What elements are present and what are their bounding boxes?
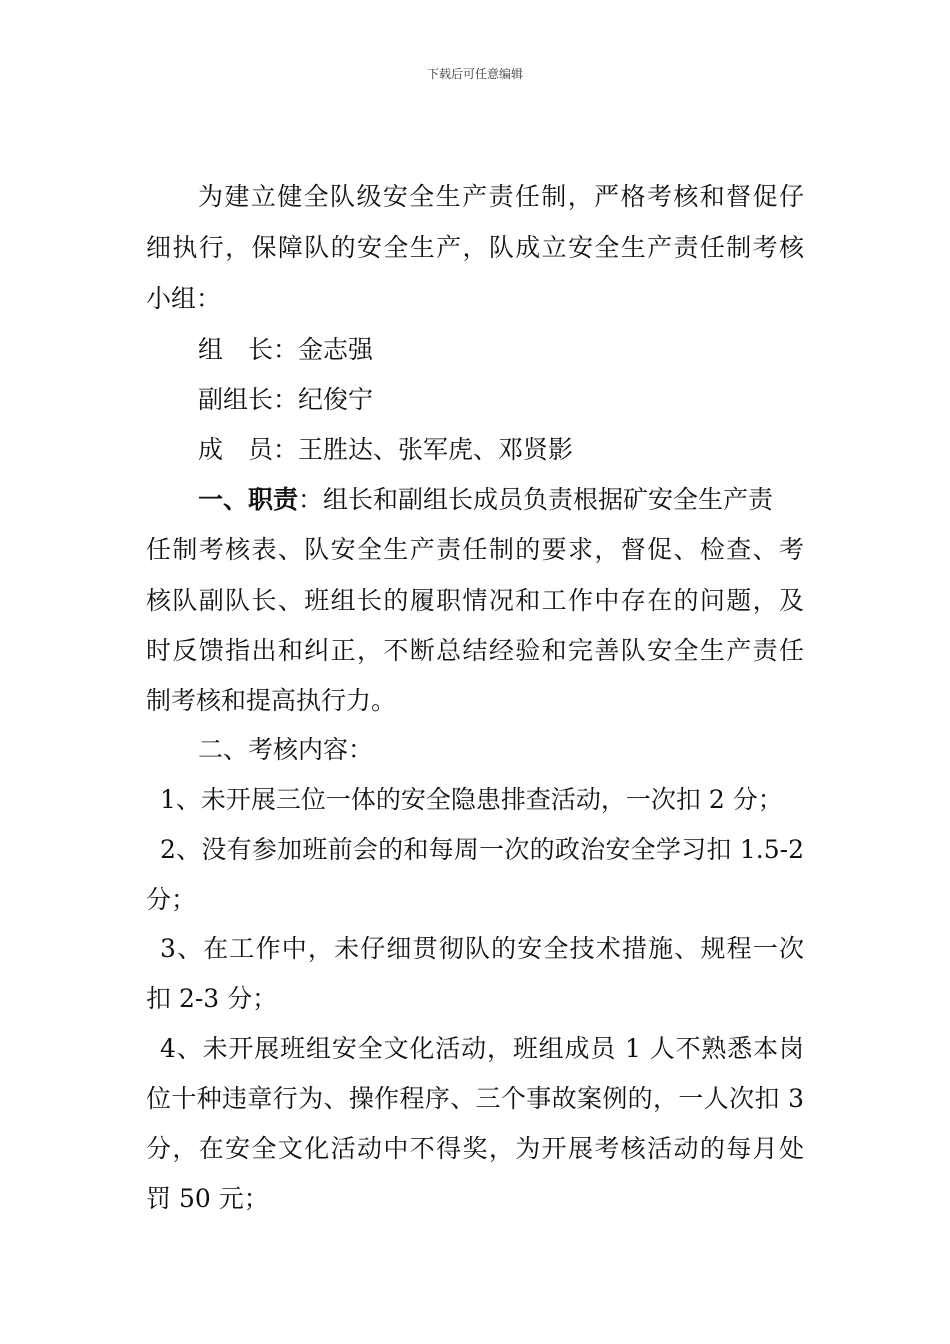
duty-line-4: 时反馈指出和纠正，不断总结经验和完善队安全生产责任 <box>146 636 804 665</box>
duty-line-2: 任制考核表、队安全生产责任制的要求，督促、检查、考 <box>146 535 804 564</box>
intro-line-1: 为建立健全队级安全生产责任制，严格考核和督促仔 <box>198 182 804 211</box>
deputy-line: 副组长：纪俊宁 <box>198 385 374 414</box>
item-2-line-1: 2、没有参加班前会的和每周一次的政治安全学习扣 1.5-2 <box>160 835 804 864</box>
leader-line: 组 长：金志强 <box>198 335 374 364</box>
item-3-line-2: 扣 2-3 分； <box>146 984 278 1013</box>
members-line: 成 员：王胜达、张军虎、邓贤影 <box>198 435 574 464</box>
content-heading: 二、考核内容： <box>198 735 374 764</box>
intro-line-2: 细执行，保障队的安全生产，队成立安全生产责任制考核 <box>146 233 804 262</box>
item-4-line-2: 位十种违章行为、操作程序、三个事故案例的，一人次扣 3 <box>146 1084 804 1113</box>
item-1-line-1: 1、未开展三位一体的安全隐患排查活动，一次扣 2 分； <box>160 785 783 814</box>
intro-line-3: 小组： <box>146 284 222 313</box>
duty-line-1-text: ：组长和副组长成员负责根据矿安全生产责 <box>298 485 774 514</box>
item-4-line-4: 罚 50 元； <box>146 1184 269 1213</box>
item-2-line-2: 分； <box>146 885 197 914</box>
item-4-line-3: 分，在安全文化活动中不得奖，为开展考核活动的每月处 <box>146 1134 804 1163</box>
page-header-note: 下载后可任意编辑 <box>426 67 523 81</box>
duty-line-1 <box>198 483 773 517</box>
item-4-line-1: 4、未开展班组安全文化活动，班组成员 1 人不熟悉本岗 <box>160 1034 804 1063</box>
duty-heading: 一、职责 <box>198 485 299 514</box>
item-3-line-1: 3、在工作中，未仔细贯彻队的安全技术措施、规程一次 <box>160 934 804 963</box>
duty-line-5: 制考核和提高执行力。 <box>146 686 397 715</box>
duty-line-3: 核队副队长、班组长的履职情况和工作中存在的问题，及 <box>146 586 804 615</box>
